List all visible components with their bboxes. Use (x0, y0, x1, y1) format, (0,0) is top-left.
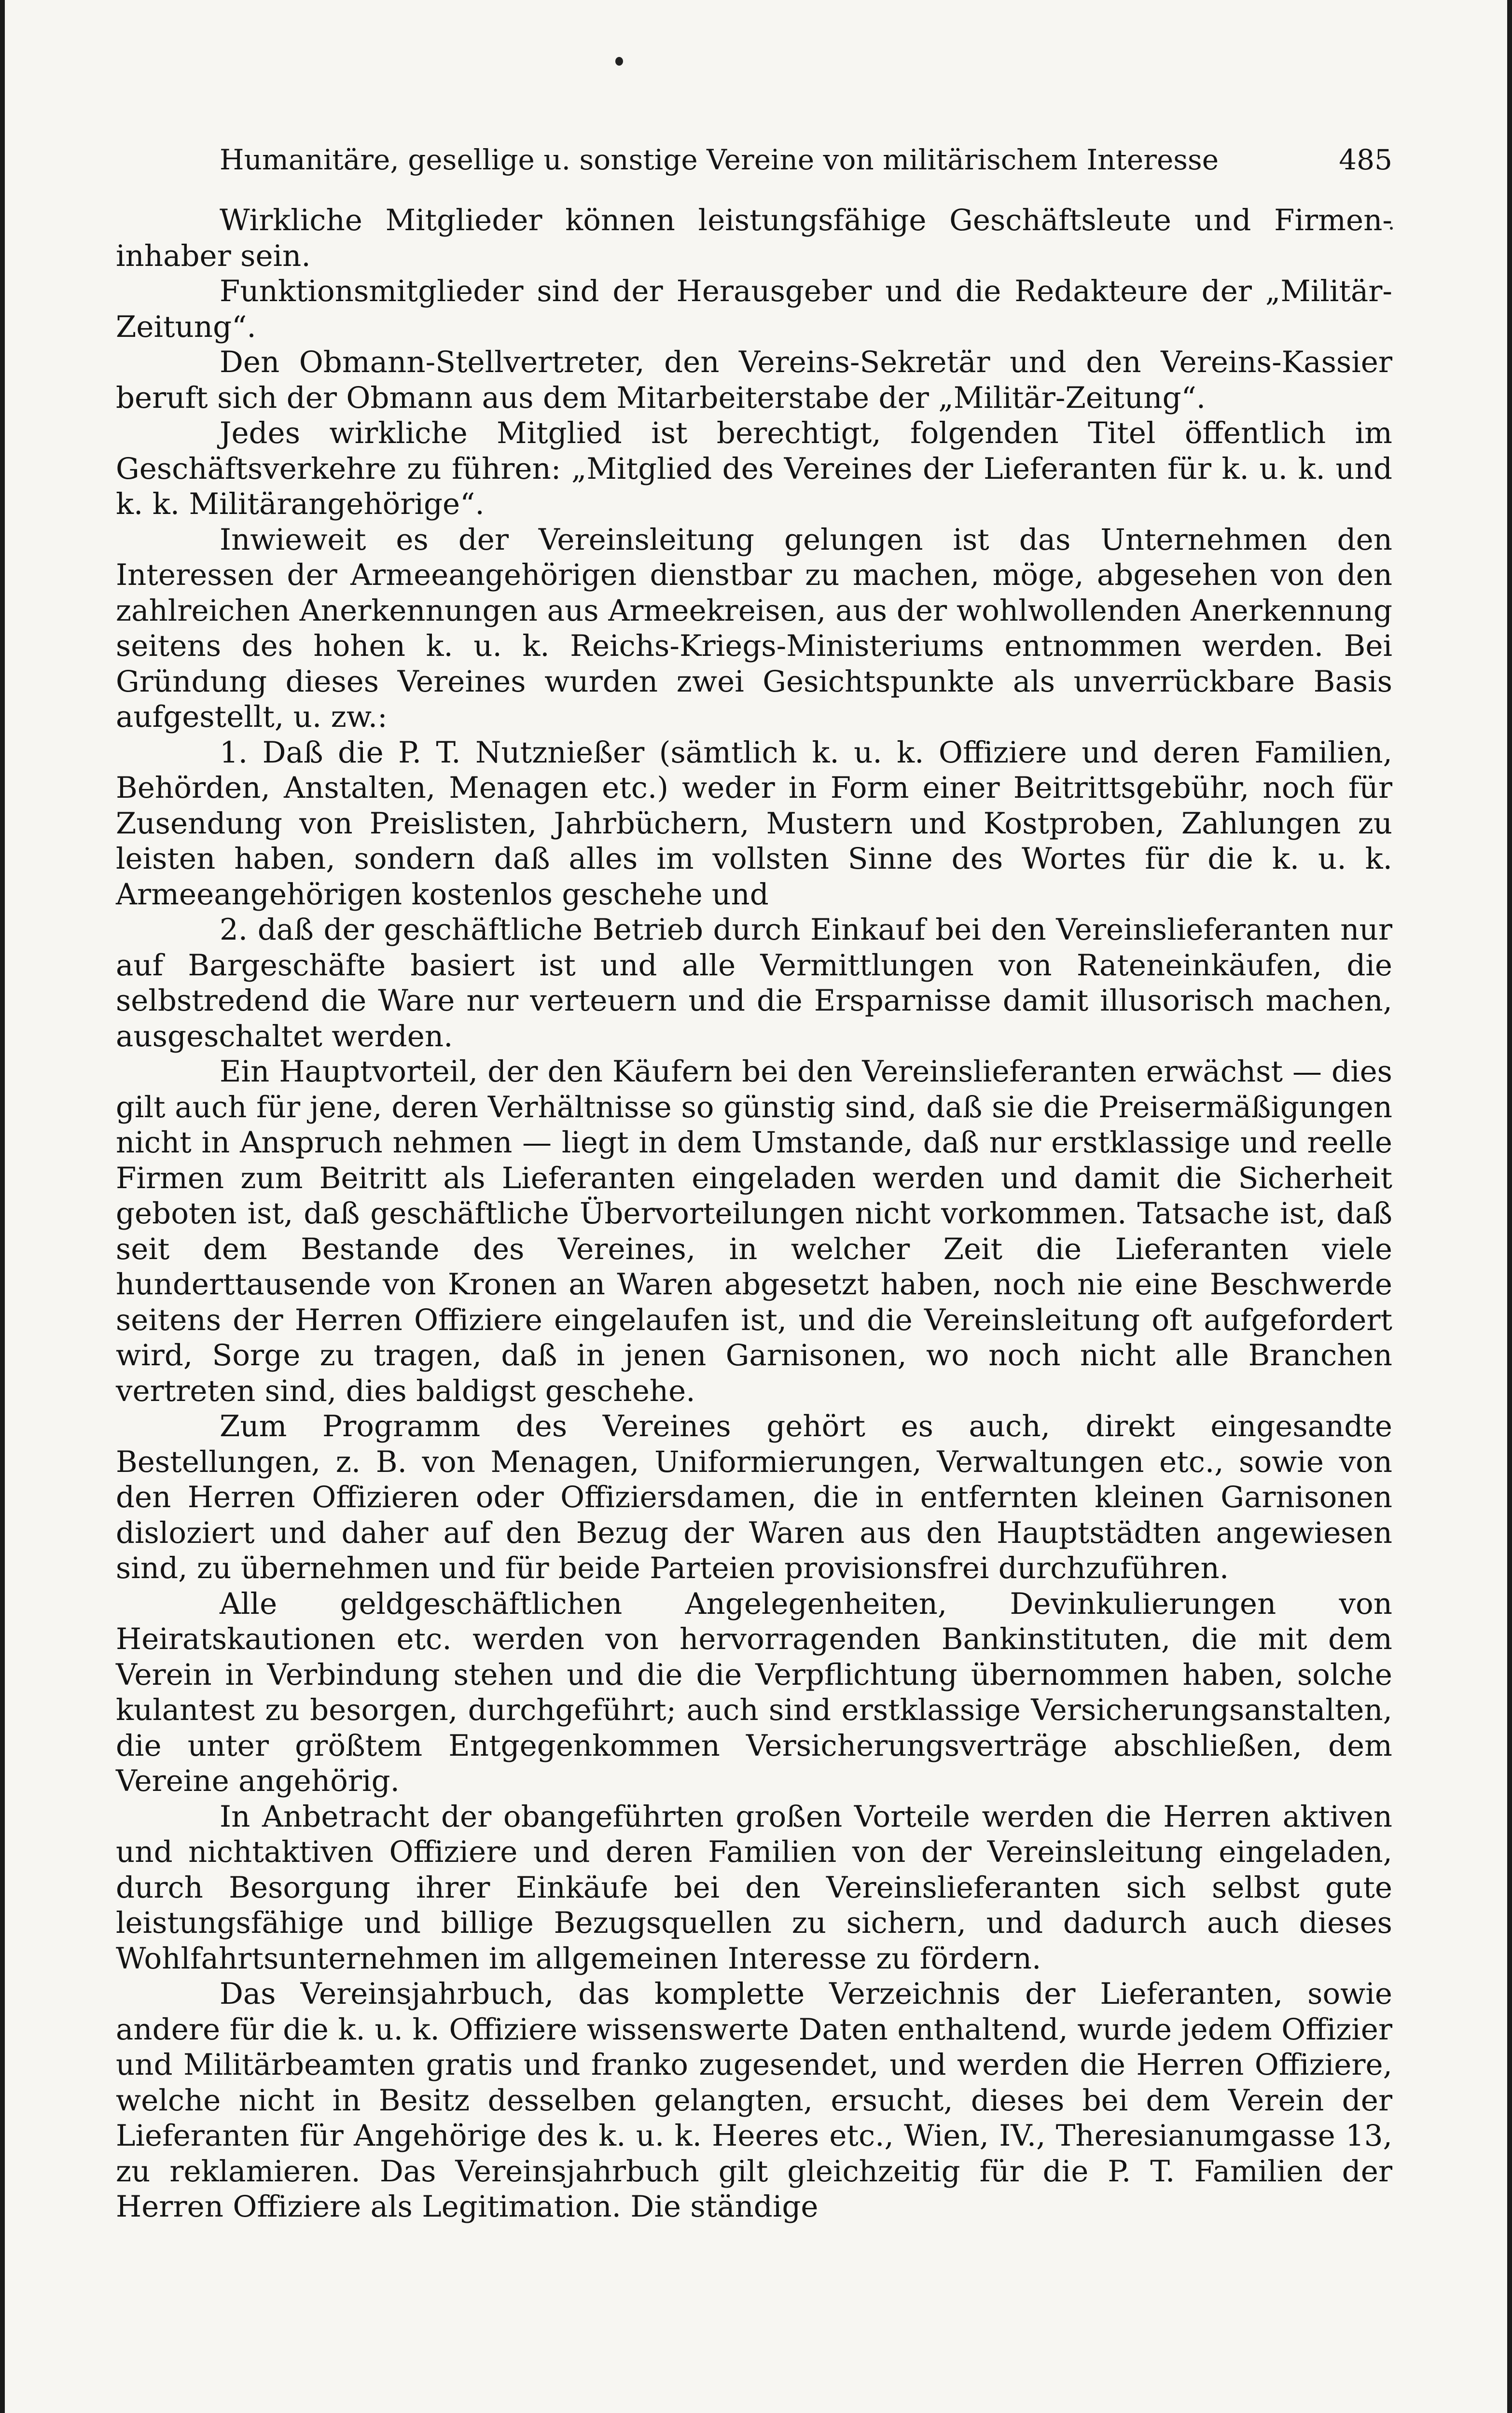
running-header (220, 138, 1392, 181)
paragraph: 2. daß der geschäftliche Betrieb durch Einkauf bei den Vereinslieferanten nur auf Bargeschäfte basiert ist und alle Vermittlungen von Rateneinkäufen, die selbstredend die Ware nur verteuern und die Ersparnisse damit illusorisch machen, ausgeschaltet werden. (116, 913, 1392, 1054)
paragraph: Jedes wirkliche Mitglied ist berechtigt, folgenden Titel öffentlich im Geschäftsverkehre zu führen: „Mitglied des Vereines der Lieferanten für k. u. k. und k. k. Militärangehörige“. (116, 416, 1392, 521)
paragraph: In Anbetracht der obangeführten großen Vorteile werden die Herren aktiven und nichtaktiven Offiziere und deren Familien von der Vereinsleitung eingeladen, durch Besorgung ihrer Einkäufe bei den Vereinslieferanten sich selbst gute leistungsfähige und billige Bezugsquellen zu sichern, und dadurch auch dieses Wohlfahrtsunternehmen im allgemeinen Interesse zu fördern. (116, 1799, 1392, 1976)
paragraph: Das Vereinsjahrbuch, das komplette Verzeichnis der Lieferanten, sowie andere für die k. u. k. Offiziere wissenswerte Daten enthaltend, wurde jedem Offizier und Militärbeamten gratis und franko zugesendet, und werden die Herren Offiziere, welche nicht in Besitz desselben gelangten, ersucht, dieses bei dem Verein der Lieferanten für Angehörige des k. u. k. Heeres etc., Wien, IV., Theresianumgasse 13, zu reklamieren. Das Vereinsjahrbuch gilt gleichzeitig für die P. T. Familien der Herren Offiziere als Legitimation. Die ständige (116, 1977, 1392, 2224)
paragraph: Alle geldgeschäftlichen Angelegenheiten, Devinkulierungen von Heiratskautionen etc. werden von hervorragenden Bankinstituten, die mit dem Verein in Verbindung stehen und die die Verpflichtung übernommen haben, solche kulantest zu besorgen, durchgeführt; auch sind erstklassige Versicherungsanstalten, die unter größtem Entgegenkommen Versicherungsverträge abschließen, dem Vereine angehörig. (116, 1586, 1392, 1798)
paragraph: Ein Hauptvorteil, der den Käufern bei den Vereinslieferanten erwächst — dies gilt auch für jene, deren Verhältnisse so günstig sind, daß sie die Preisermäßigungen nicht in Anspruch nehmen — liegt in dem Umstande, daß nur erstklassige und reelle Firmen zum Beitritt als Lieferanten eingeladen werden und damit die Sicherheit geboten ist, daß geschäftliche Übervorteilungen nicht vorkommen. Tatsache ist, daß seit dem Bestande des Vereines, in welcher Zeit die Lieferanten viele hunderttausende von Kronen an Waren abgesetzt haben, noch nie eine Beschwerde seitens der Herren Offiziere eingelaufen ist, und die Vereinsleitung oft aufgefordert wird, Sorge zu tragen, daß in jenen Garnisonen, wo noch nicht alle Branchen vertreten sind, dies baldigst geschehe. (116, 1054, 1392, 1408)
paragraph: Funktionsmitglieder sind der Herausgeber und die Redakteure der „Militär-Zeitung“. (116, 274, 1392, 344)
paragraph: Den Obmann-Stellvertreter, den Vereins-Sekretär und den Vereins-Kassier beruft sich der Obmann aus dem Mitarbeiterstabe der „Militär-Zeitung“. (116, 345, 1392, 415)
paragraph: Inwieweit es der Vereinsleitung gelungen ist das Unternehmen den Interessen der Armeeangehörigen dienstbar zu machen, möge, abgesehen von den zahlreichen Anerkennungen aus Armeekreisen, aus der wohlwollenden Anerkennung seitens des hohen k. u. k. Reichs-Kriegs-Ministeriums entnommen werden. Bei Gründung dieses Vereines wurden zwei Gesichtspunkte als unverrückbare Basis aufgestellt, u. zw.: (116, 522, 1392, 734)
paragraph: Wirkliche Mitglieder können leistungsfähige Geschäftsleute und Firmen-inhaber sein. (116, 203, 1392, 273)
scan-border-right (1507, 0, 1512, 2413)
paragraph: 1. Daß die P. T. Nutznießer (sämtlich k. u. k. Offiziere und deren Familien, Behörden, Anstalten, Menagen etc.) weder in Form einer Beitrittsgebühr, noch für Zusendung von Preislisten, Jahrbüchern, Mustern und Kostproben, Zahlungen zu leisten haben, sondern daß alles im vollsten Sinne des Wortes für die k. u. k. Armeeangehörigen kostenlos geschehe und (116, 735, 1392, 912)
paragraph: Zum Programm des Vereines gehört es auch, direkt eingesandte Bestellungen, z. B. von Menagen, Uniformierungen, Verwaltungen etc., sowie von den Herren Offizieren oder Offiziersdamen, die in entfernten kleinen Garnisonen disloziert und daher auf den Bezug der Waren aus den Hauptstädten angewiesen sind, zu übernehmen und für beide Parteien provisionsfrei durchzuführen. (116, 1409, 1392, 1585)
page-number: 485 (1339, 143, 1392, 176)
running-title: Humanitäre, gesellige u. sonstige Vereine von militärischem Interesse (220, 143, 1219, 176)
body-text (116, 203, 1392, 2225)
scan-speck (615, 57, 623, 66)
scan-border-left (0, 0, 5, 2413)
